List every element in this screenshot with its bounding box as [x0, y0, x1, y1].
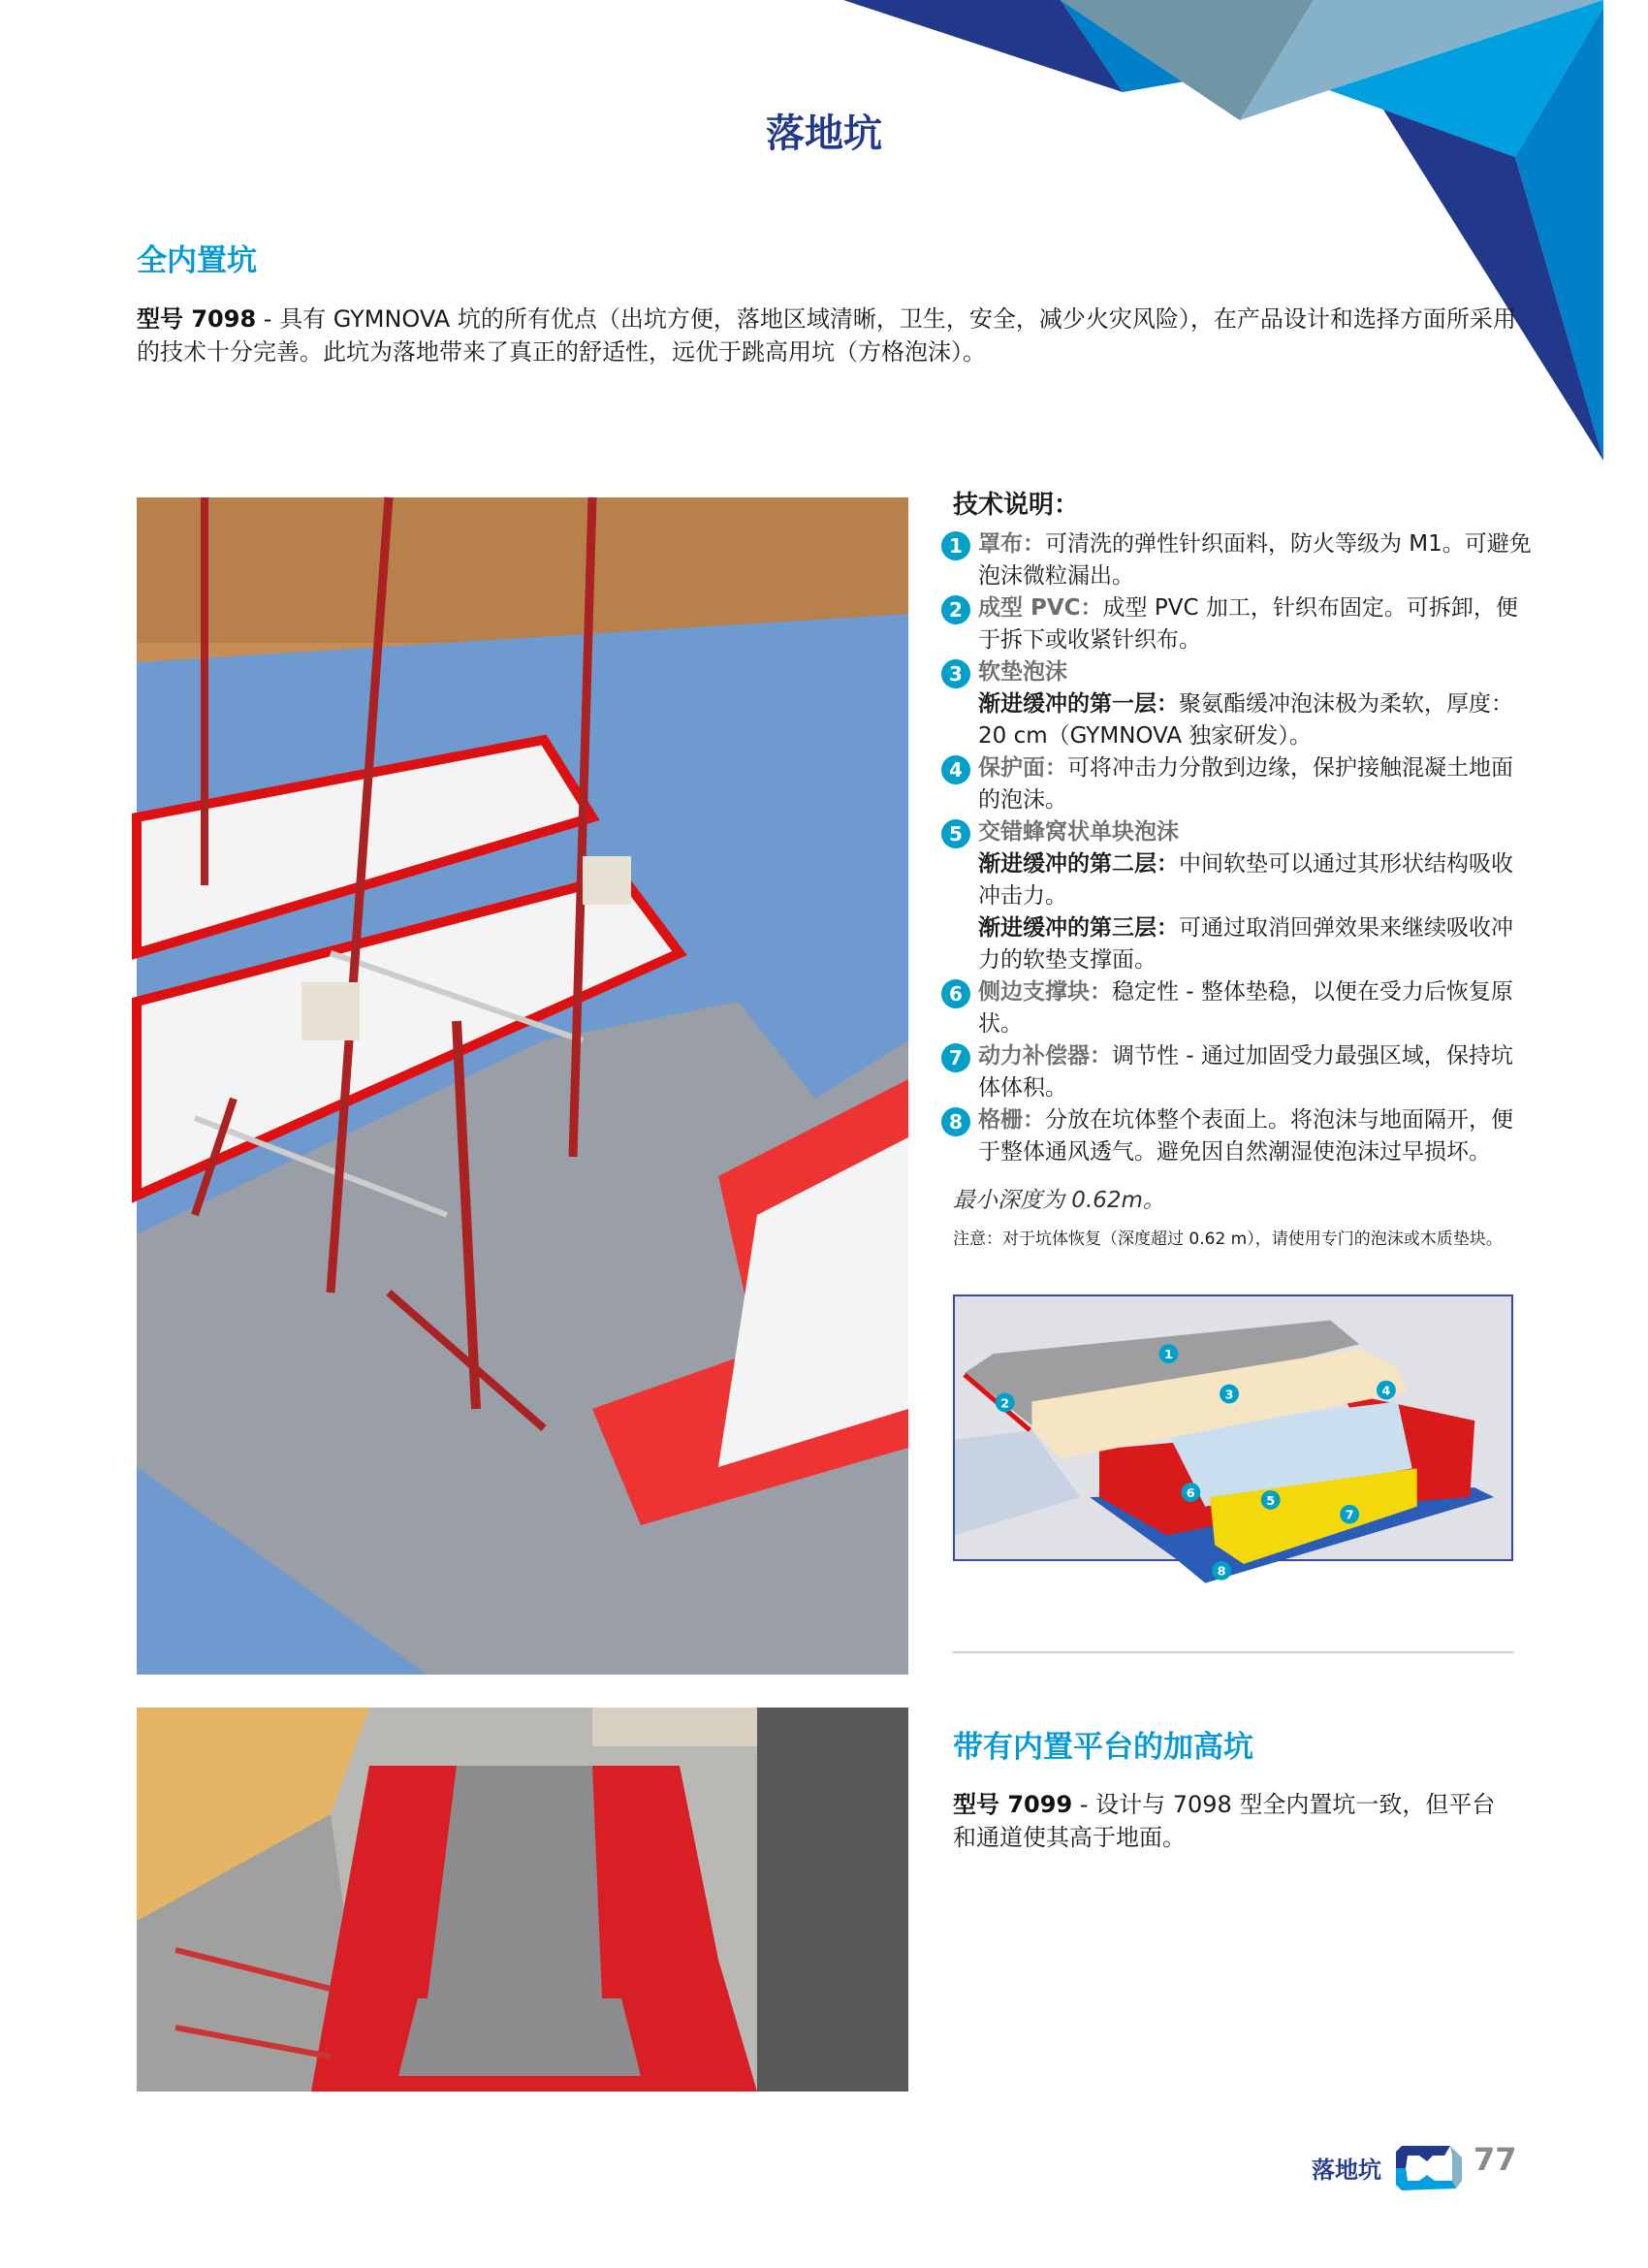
spec-text: 成型 PVC 加工，针织布固定。可拆卸，便于拆下或收紧针织布。	[978, 595, 1518, 653]
spec-text: 稳定性 - 整体垫稳，以便在受力后恢复原状。	[978, 979, 1513, 1037]
spec-label: 侧边支撑块：	[978, 979, 1112, 1005]
intro-text: - 具有 GYMNOVA 坑的所有优点（出坑方便，落地区域清晰，卫生，安全，减少火灾风险），在产品设计和选择方面所采用的技术十分完善。此坑为落地带来了真正的舒适性，远优于跳高用坑（方格泡沫）。	[137, 305, 1516, 366]
section2-paragraph	[953, 1788, 1515, 1854]
spec-text: 可清洗的弹性针织面料，防火等级为 M1。可避免泡沫微粒漏出。	[978, 531, 1532, 589]
spec-label: 动力补偿器：	[978, 1043, 1112, 1069]
spec-item-3	[949, 656, 1535, 752]
spec-item-2	[949, 592, 1535, 656]
specs-heading: 技术说明：	[953, 491, 1080, 520]
badge-5: 5	[941, 819, 970, 848]
spec-item-1	[949, 528, 1535, 592]
spec-label: 软垫泡沫	[978, 659, 1067, 685]
diagram-label-8: 8	[1217, 1564, 1226, 1580]
section-heading: 全内置坑	[137, 243, 257, 278]
badge-1: 1	[941, 531, 970, 560]
badge-7: 7	[941, 1043, 970, 1072]
gymnova-logo-icon	[1396, 2146, 1462, 2190]
spec-item-5	[949, 816, 1535, 976]
spec-item-4	[949, 752, 1535, 816]
spec-text: 中间软垫可以通过其形状结构吸收冲击力。	[978, 851, 1513, 909]
model-label-2: 型号 7099	[953, 1791, 1073, 1818]
spec-text: 调节性 - 通过加固受力最强区域，保持坑体体积。	[978, 1043, 1513, 1101]
spec-sublabel: 渐进缓冲的第三层：	[978, 915, 1179, 941]
model-label: 型号 7098	[137, 305, 257, 333]
technical-specs	[949, 485, 1535, 1252]
badge-3: 3	[941, 659, 970, 688]
spec-text: 分放在坑体整个表面上。将泡沫与地面隔开，便于整体通风透气。避免因自然潮湿使泡沫过早损坏。	[978, 1107, 1513, 1165]
spec-label: 罩布：	[978, 531, 1045, 557]
spec-text: 聚氨酯缓冲泡沫极为柔软，厚度：20 cm（GYMNOVA 独家研发）。	[978, 691, 1513, 749]
diagram-label-4: 4	[1381, 1384, 1391, 1399]
raised-pit-photo	[137, 1708, 908, 2092]
spec-label: 保护面：	[978, 755, 1067, 781]
diagram-label-7: 7	[1345, 1508, 1354, 1523]
page-number: 77	[1474, 2141, 1517, 2178]
intro-paragraph	[137, 303, 1523, 368]
spec-item-7	[949, 1040, 1535, 1104]
spec-item-8	[949, 1104, 1535, 1168]
min-depth: 最小深度为 0.62m。	[953, 1188, 1165, 1213]
page-title: 落地坑	[766, 112, 882, 156]
section2-text: - 设计与 7098 型全内置坑一致，但平台和通道使其高于地面。	[953, 1791, 1496, 1851]
divider	[953, 1651, 1513, 1653]
gym-pit-photo	[137, 497, 908, 1675]
badge-2: 2	[941, 595, 970, 624]
pit-cross-section-diagram	[953, 1294, 1513, 1580]
spec-label: 交错蜂窝状单块泡沫	[978, 819, 1179, 845]
diagram-label-2: 2	[1000, 1396, 1010, 1412]
footer-section-label: 落地坑	[1312, 2156, 1381, 2184]
spec-label: 格栅：	[978, 1107, 1045, 1133]
diagram-label-5: 5	[1266, 1493, 1276, 1509]
note: 注意：对于坑体恢复（深度超过 0.62 m），请使用专门的泡沫或木质垫块。	[953, 1230, 1503, 1249]
diagram-label-6: 6	[1186, 1485, 1195, 1501]
diagram-label-3: 3	[1224, 1388, 1234, 1403]
section-heading-2: 带有内置平台的加高坑	[953, 1730, 1253, 1765]
spec-sublabel: 渐进缓冲的第二层：	[978, 851, 1179, 877]
badge-6: 6	[941, 979, 970, 1008]
spec-label: 成型 PVC：	[978, 595, 1103, 621]
spec-text: 可将冲击力分散到边缘，保护接触混凝土地面的泡沫。	[978, 755, 1513, 813]
spec-sublabel: 渐进缓冲的第一层：	[978, 691, 1179, 717]
corner-decoration	[0, 0, 1603, 465]
badge-4: 4	[941, 755, 970, 784]
diagram-label-1: 1	[1163, 1348, 1173, 1363]
spec-item-6	[949, 976, 1535, 1040]
spec-text: 可通过取消回弹效果来继续吸收冲力的软垫支撑面。	[978, 915, 1513, 973]
badge-8: 8	[941, 1107, 970, 1136]
